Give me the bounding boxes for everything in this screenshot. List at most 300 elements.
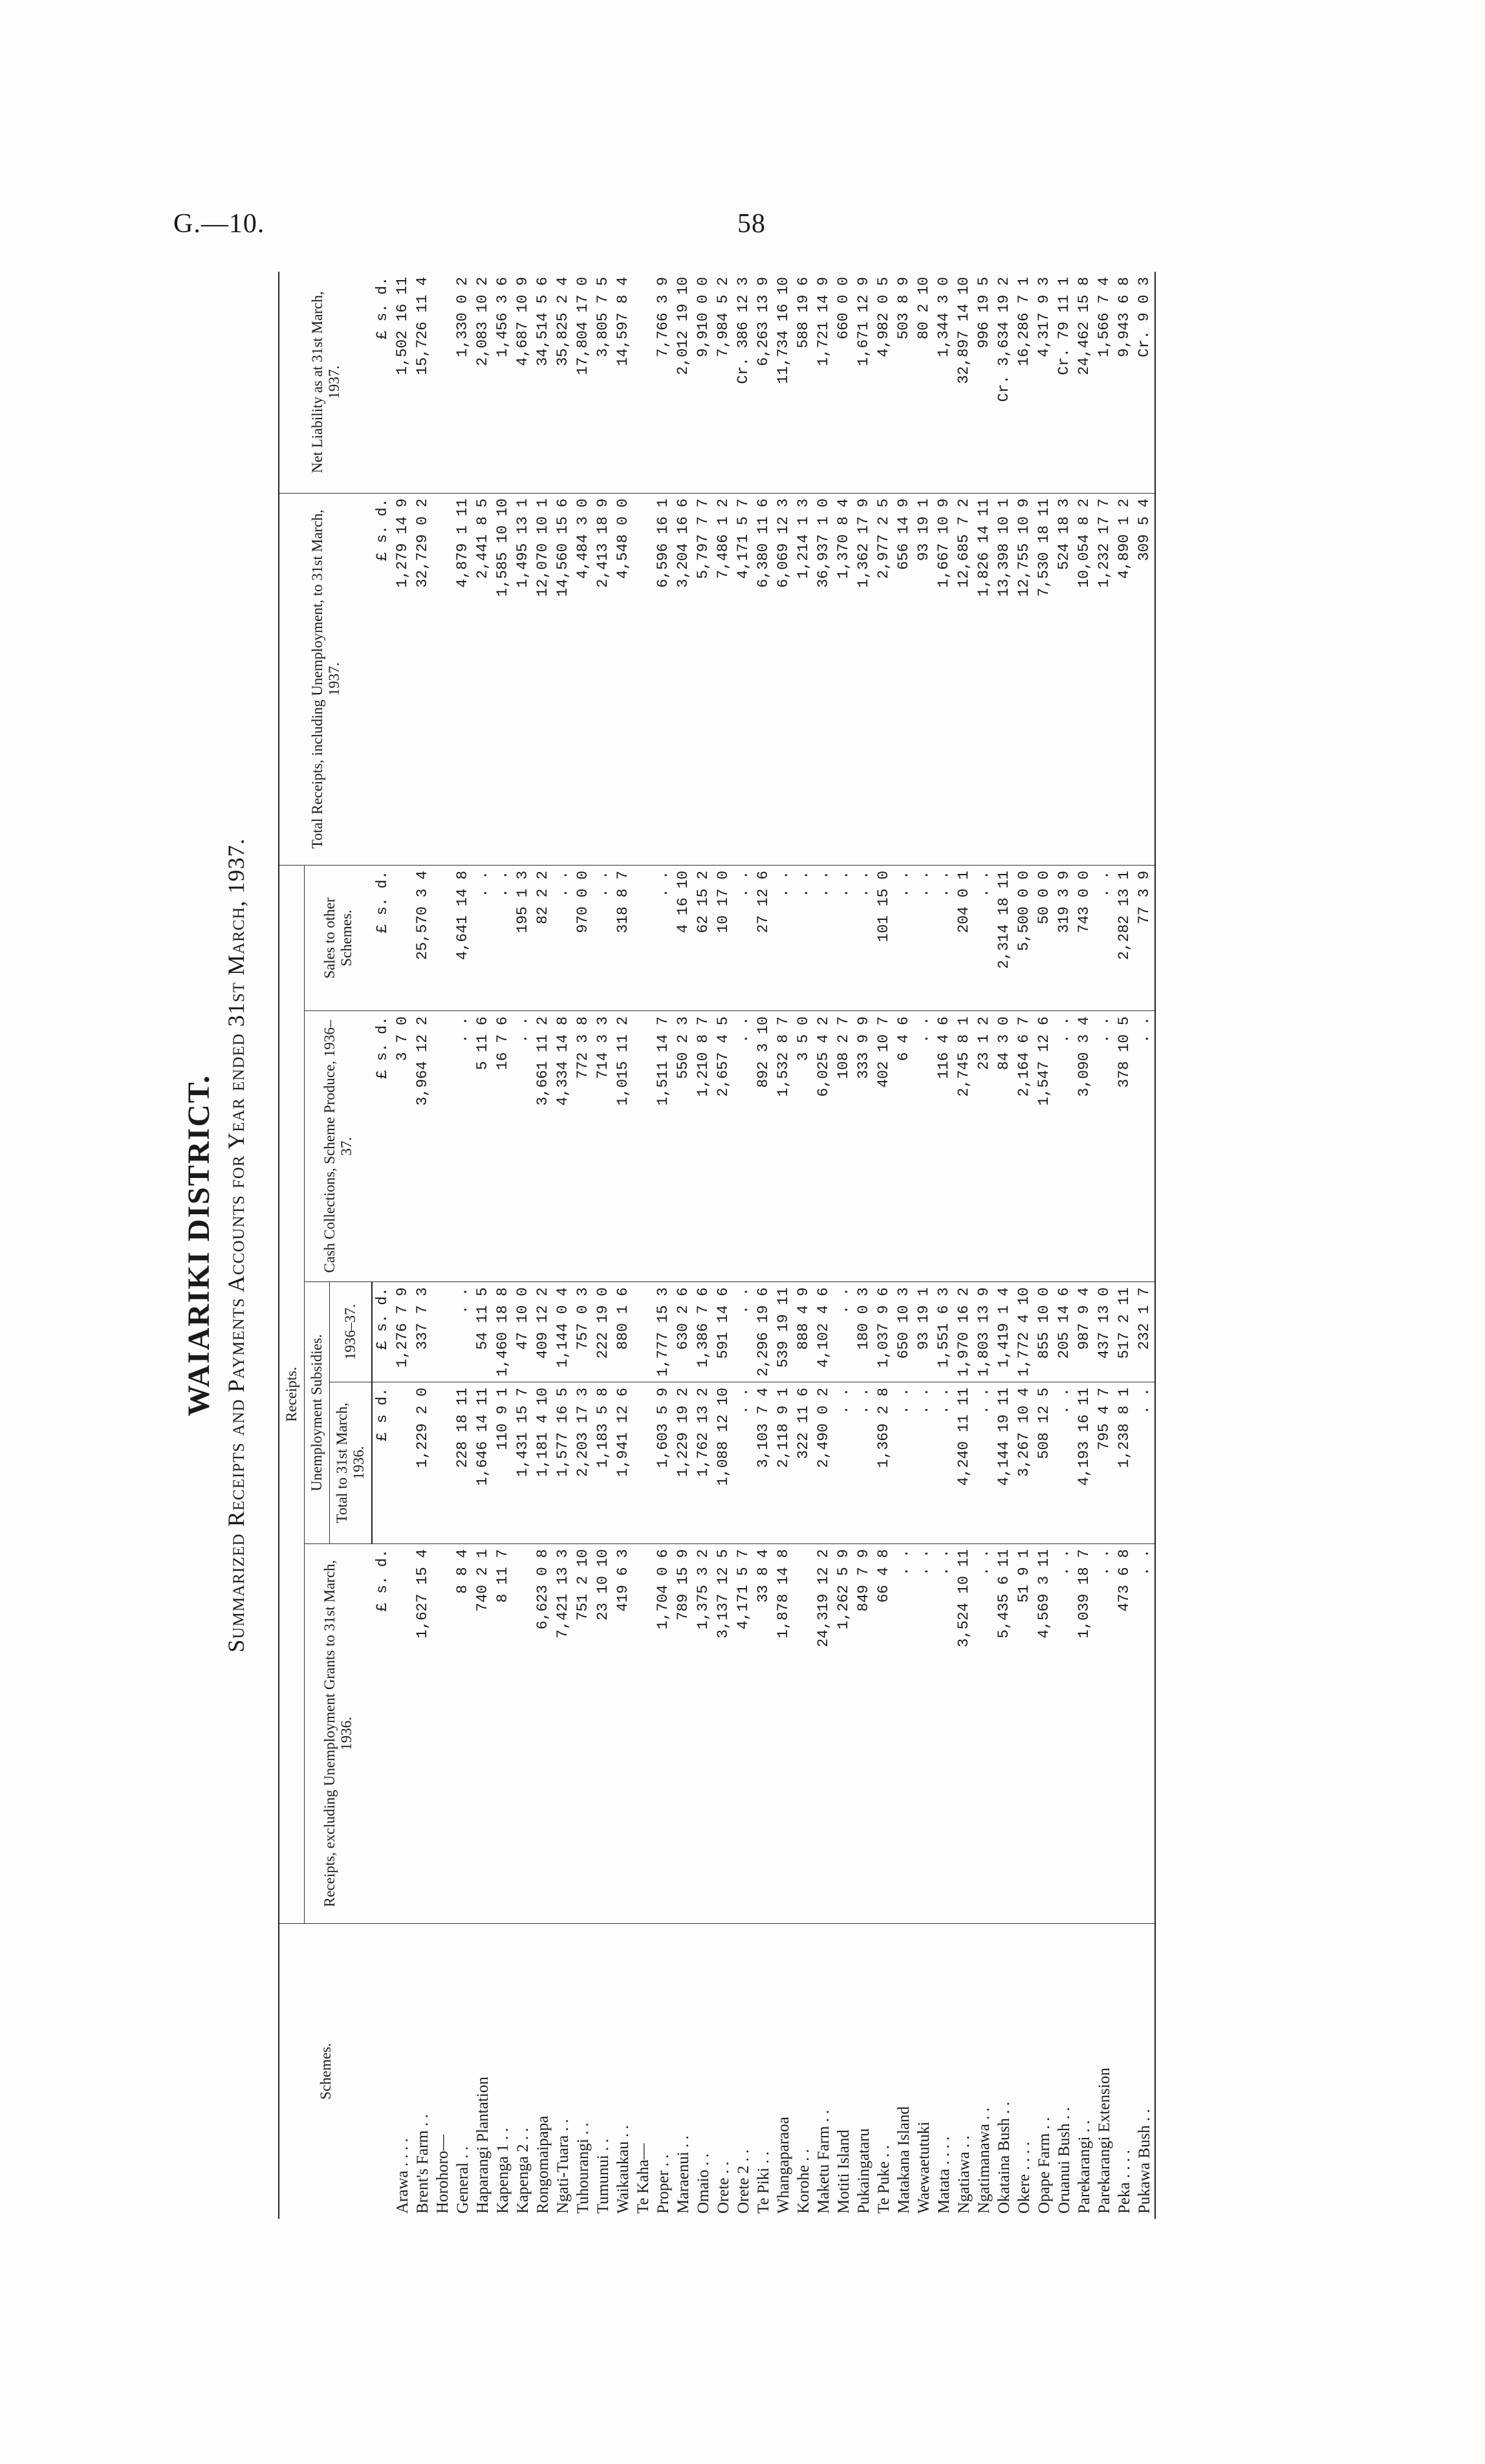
amount-cell: 2,490 0 2 bbox=[814, 1382, 834, 1544]
col-group-unemployment: Unemployment Subsidies. bbox=[305, 1282, 330, 1544]
amount-cell: Cr. 3,634 19 2 bbox=[994, 272, 1014, 493]
col-1936-37: 1936–37. bbox=[330, 1282, 373, 1382]
amount-cell: 660 0 0 bbox=[834, 272, 854, 493]
table-row bbox=[753, 272, 774, 2219]
amount-cell: 2,164 6 7 bbox=[1014, 1011, 1034, 1282]
table-row bbox=[1034, 272, 1054, 2219]
table-row bbox=[994, 272, 1014, 2219]
table-row bbox=[1094, 272, 1114, 2219]
amount-cell: 27 12 6 bbox=[753, 865, 774, 1010]
amount-cell: 4,982 0 5 bbox=[874, 272, 894, 493]
amount-cell: 3,524 10 11 bbox=[954, 1543, 974, 1923]
amount-cell bbox=[433, 1543, 453, 1923]
amount-cell: 4,687 10 9 bbox=[513, 272, 533, 493]
col-cash-collections: Cash Collections, Scheme Produce, 1936–37. bbox=[305, 1011, 373, 1282]
amount-cell: . . bbox=[894, 1543, 914, 1923]
amount-cell: 772 3 8 bbox=[573, 1011, 593, 1282]
scheme-name: Tuhourangi . . bbox=[574, 2122, 592, 2214]
scheme-name: Haparangi Plantation bbox=[474, 2077, 492, 2214]
amount-cell: 1,667 10 9 bbox=[934, 493, 954, 865]
amount-cell: 10,054 8 2 bbox=[1074, 493, 1094, 865]
amount-cell: 1,370 8 4 bbox=[834, 493, 854, 865]
amount-cell: 2,413 18 9 bbox=[593, 493, 613, 865]
amount-cell: 539 19 11 bbox=[774, 1282, 794, 1382]
table-row bbox=[1014, 272, 1034, 2219]
amount-cell: 4,193 16 11 bbox=[1074, 1382, 1094, 1544]
amount-cell: 108 2 7 bbox=[834, 1011, 854, 1282]
table-row bbox=[713, 272, 733, 2219]
amount-cell: 4,641 14 8 bbox=[453, 865, 473, 1010]
amount-cell: 319 3 9 bbox=[1054, 865, 1074, 1010]
table-row bbox=[894, 272, 914, 2219]
amount-cell: 6,263 13 9 bbox=[753, 272, 774, 493]
amount-cell: 51 9 1 bbox=[1014, 1543, 1034, 1923]
col-schemes: Schemes. bbox=[279, 1924, 372, 2219]
amount-cell: 1,627 15 4 bbox=[413, 1543, 433, 1923]
rotated-table-page bbox=[181, 272, 1281, 2219]
scheme-name: Ngati-Tuara . . bbox=[554, 2119, 572, 2214]
scheme-name: Peka . . . . bbox=[1116, 2150, 1133, 2214]
table-row bbox=[513, 272, 533, 2219]
table-row bbox=[733, 272, 753, 2219]
amount-cell: 550 2 3 bbox=[673, 1011, 693, 1282]
table-row bbox=[573, 272, 593, 2219]
amount-cell bbox=[633, 1282, 653, 1382]
amount-cell: . . bbox=[794, 865, 814, 1010]
amount-cell: 409 12 2 bbox=[533, 1282, 553, 1382]
amount-cell: 16 7 6 bbox=[493, 1011, 513, 1282]
amount-cell: Cr. 79 11 1 bbox=[1054, 272, 1074, 493]
amount-cell: 6,380 11 6 bbox=[753, 493, 774, 865]
amount-cell: 180 0 3 bbox=[854, 1282, 874, 1382]
amount-cell: 3,090 3 4 bbox=[1074, 1011, 1094, 1282]
scheme-name: Arawa . . . . bbox=[394, 2138, 411, 2214]
amount-cell: 15,726 11 4 bbox=[413, 272, 433, 493]
amount-cell: 524 18 3 bbox=[1054, 493, 1074, 865]
amount-cell: 4,548 0 0 bbox=[613, 493, 633, 865]
table-row bbox=[974, 272, 994, 2219]
amount-cell bbox=[633, 493, 653, 865]
amount-cell: 4,171 5 7 bbox=[733, 493, 753, 865]
amount-cell bbox=[633, 865, 653, 1010]
amount-cell: 1,183 5 8 bbox=[593, 1382, 613, 1544]
amount-cell: 1,941 12 6 bbox=[613, 1382, 633, 1544]
amount-cell: 309 5 4 bbox=[1134, 493, 1155, 865]
amount-cell: . . bbox=[593, 865, 613, 1010]
amount-cell bbox=[633, 1011, 653, 1282]
amount-cell: . . bbox=[1134, 1382, 1155, 1544]
receipts-table bbox=[278, 272, 1156, 2219]
amount-cell: 5,500 0 0 bbox=[1014, 865, 1034, 1010]
amount-cell: 2,441 8 5 bbox=[473, 493, 493, 865]
table-row bbox=[433, 272, 453, 2219]
amount-cell: . . bbox=[854, 865, 874, 1010]
amount-cell: . . bbox=[453, 1011, 473, 1282]
amount-cell: 54 11 5 bbox=[473, 1282, 493, 1382]
scheme-name: Orete 2 . . bbox=[735, 2149, 752, 2214]
amount-cell: 17,804 17 0 bbox=[573, 272, 593, 493]
amount-cell: 116 4 6 bbox=[934, 1011, 954, 1282]
amount-cell: 2,083 10 2 bbox=[473, 272, 493, 493]
amount-cell: 1,210 8 7 bbox=[693, 1011, 713, 1282]
scheme-name: Ngatiawa . . bbox=[955, 2135, 973, 2214]
amount-cell: 1,144 0 4 bbox=[553, 1282, 573, 1382]
unit-cell: £ s. d. bbox=[372, 493, 393, 865]
amount-cell: 12,755 10 9 bbox=[1014, 493, 1034, 865]
amount-cell: 508 12 5 bbox=[1034, 1382, 1054, 1544]
amount-cell: 1,181 4 10 bbox=[533, 1382, 553, 1544]
scheme-name: Proper . . bbox=[655, 2154, 672, 2214]
table-row bbox=[1114, 272, 1134, 2219]
scheme-name: Oruanui Bush . . bbox=[1056, 2107, 1073, 2214]
table-row bbox=[453, 272, 473, 2219]
amount-cell: 3,137 12 5 bbox=[713, 1543, 733, 1923]
amount-cell: . . bbox=[473, 865, 493, 1010]
amount-cell: 970 0 0 bbox=[573, 865, 593, 1010]
table-row bbox=[1054, 272, 1074, 2219]
amount-cell: . . bbox=[1094, 865, 1114, 1010]
table-row bbox=[613, 272, 633, 2219]
unit-cell: £ s. d. bbox=[372, 272, 393, 493]
amount-cell: 473 6 8 bbox=[1114, 1543, 1134, 1923]
scheme-name: Matakana Island bbox=[895, 2106, 913, 2214]
amount-cell: 656 14 9 bbox=[894, 493, 914, 865]
amount-cell: 1,276 7 9 bbox=[393, 1282, 413, 1382]
amount-cell: . . bbox=[894, 865, 914, 1010]
amount-cell: 25,570 3 4 bbox=[413, 865, 433, 1010]
amount-cell: 3,964 12 2 bbox=[413, 1011, 433, 1282]
scheme-name: Matata . . . . bbox=[935, 2136, 953, 2214]
amount-cell: 23 1 2 bbox=[974, 1011, 994, 1282]
amount-cell: 1,362 17 9 bbox=[854, 493, 874, 865]
amount-cell bbox=[794, 1543, 814, 1923]
amount-cell: 1,551 6 3 bbox=[934, 1282, 954, 1382]
amount-cell bbox=[393, 1543, 413, 1923]
amount-cell: 47 10 0 bbox=[513, 1282, 533, 1382]
amount-cell: . . bbox=[1094, 1011, 1114, 1282]
amount-cell: 318 8 7 bbox=[613, 865, 633, 1010]
amount-cell: 2,657 4 5 bbox=[713, 1011, 733, 1282]
amount-cell: 3,267 10 4 bbox=[1014, 1382, 1034, 1544]
amount-cell: 9,910 0 0 bbox=[693, 272, 713, 493]
amount-cell: 101 15 0 bbox=[874, 865, 894, 1010]
amount-cell: 77 3 9 bbox=[1134, 865, 1155, 1010]
table-row bbox=[533, 272, 553, 2219]
col-receipts-excluding: Receipts, excluding Unemployment Grants to 31st March, 1936. bbox=[305, 1543, 373, 1923]
amount-cell bbox=[433, 493, 453, 865]
amount-cell bbox=[393, 1382, 413, 1544]
amount-cell: 204 0 1 bbox=[954, 865, 974, 1010]
amount-cell: 4,144 19 11 bbox=[994, 1382, 1014, 1544]
amount-cell: 2,118 9 1 bbox=[774, 1382, 794, 1544]
amount-cell bbox=[433, 1382, 453, 1544]
amount-cell: . . bbox=[914, 1011, 934, 1282]
amount-cell: 205 14 6 bbox=[1054, 1282, 1074, 1382]
amount-cell: . . bbox=[914, 1543, 934, 1923]
amount-cell bbox=[433, 865, 453, 1010]
table-row bbox=[874, 272, 894, 2219]
amount-cell: 1,532 8 7 bbox=[774, 1011, 794, 1282]
amount-cell: 1,330 0 2 bbox=[453, 272, 473, 493]
amount-cell: . . bbox=[1054, 1543, 1074, 1923]
amount-cell: 1,037 9 6 bbox=[874, 1282, 894, 1382]
amount-cell: 1,375 3 2 bbox=[693, 1543, 713, 1923]
amount-cell: 6 4 6 bbox=[894, 1011, 914, 1282]
amount-cell: 1,772 4 10 bbox=[1014, 1282, 1034, 1382]
amount-cell: Cr. 386 12 3 bbox=[733, 272, 753, 493]
col-net-liability: Net Liability as at 31st March, 1937. bbox=[279, 272, 372, 493]
table-body bbox=[372, 272, 1155, 2219]
amount-cell: . . bbox=[934, 865, 954, 1010]
amount-cell: 228 18 11 bbox=[453, 1382, 473, 1544]
amount-cell: 13,398 10 1 bbox=[994, 493, 1014, 865]
amount-cell: 11,734 16 10 bbox=[774, 272, 794, 493]
amount-cell bbox=[433, 1282, 453, 1382]
table-row bbox=[814, 272, 834, 2219]
amount-cell: 1,419 1 4 bbox=[994, 1282, 1014, 1382]
amount-cell: 1,762 13 2 bbox=[693, 1382, 713, 1544]
scheme-name: Pukawa Bush . . bbox=[1134, 1924, 1155, 2219]
amount-cell: 5,797 7 7 bbox=[693, 493, 713, 865]
amount-cell: 1,878 14 8 bbox=[774, 1543, 794, 1923]
amount-cell: . . bbox=[553, 865, 573, 1010]
table-row bbox=[794, 272, 814, 2219]
amount-cell: 12,685 7 2 bbox=[954, 493, 974, 865]
table-row bbox=[934, 272, 954, 2219]
amount-cell: 1,431 15 7 bbox=[513, 1382, 533, 1544]
amount-cell: 7,984 5 2 bbox=[713, 272, 733, 493]
table-row bbox=[553, 272, 573, 2219]
scheme-name: Maraenui . . bbox=[675, 2135, 692, 2214]
amount-cell: 4,317 9 3 bbox=[1034, 272, 1054, 493]
amount-cell: . . bbox=[774, 865, 794, 1010]
amount-cell: 34,514 5 6 bbox=[533, 272, 553, 493]
amount-cell: . . bbox=[894, 1382, 914, 1544]
amount-cell: 2,296 19 6 bbox=[753, 1282, 774, 1382]
amount-cell: 1,970 16 2 bbox=[954, 1282, 974, 1382]
table-row bbox=[1074, 272, 1094, 2219]
amount-cell: 743 0 0 bbox=[1074, 865, 1094, 1010]
amount-cell: 2,282 13 1 bbox=[1114, 865, 1134, 1010]
amount-cell: 1,671 12 9 bbox=[854, 272, 874, 493]
amount-cell: . . bbox=[934, 1543, 954, 1923]
amount-cell: . . bbox=[934, 1382, 954, 1544]
amount-cell: 333 9 9 bbox=[854, 1011, 874, 1282]
amount-cell: 4,171 5 7 bbox=[733, 1543, 753, 1923]
amount-cell: 2,745 8 1 bbox=[954, 1011, 974, 1282]
table-row bbox=[653, 272, 673, 2219]
amount-cell: 3,805 7 5 bbox=[593, 272, 613, 493]
page-number: 58 bbox=[737, 209, 766, 239]
amount-cell: . . bbox=[974, 1382, 994, 1544]
amount-cell: 1,039 18 7 bbox=[1074, 1543, 1094, 1923]
amount-cell: 1,015 11 2 bbox=[613, 1011, 633, 1282]
amount-cell: 849 7 9 bbox=[854, 1543, 874, 1923]
amount-cell: 7,421 13 3 bbox=[553, 1543, 573, 1923]
amount-cell: 80 2 10 bbox=[914, 272, 934, 493]
amount-cell: 1,803 13 9 bbox=[974, 1282, 994, 1382]
amount-cell: 4,102 4 6 bbox=[814, 1282, 834, 1382]
amount-cell: 8 11 7 bbox=[493, 1543, 513, 1923]
amount-cell: 4,240 11 11 bbox=[954, 1382, 974, 1544]
table-row bbox=[914, 272, 934, 2219]
amount-cell: 32,897 14 10 bbox=[954, 272, 974, 493]
amount-cell: 1,603 5 9 bbox=[653, 1382, 673, 1544]
col-total-to-1936: Total to 31st March, 1936. bbox=[330, 1382, 373, 1544]
amount-cell: 892 3 10 bbox=[753, 1011, 774, 1282]
table-row bbox=[693, 272, 713, 2219]
scheme-name: Omaio . . bbox=[695, 2153, 712, 2214]
amount-cell: . . bbox=[814, 865, 834, 1010]
scheme-name: Kapenga 2 . . bbox=[514, 2128, 532, 2214]
unit-cell: £ s. d. bbox=[372, 1543, 393, 1923]
amount-cell: 437 13 0 bbox=[1094, 1282, 1114, 1382]
table-row bbox=[834, 272, 854, 2219]
amount-cell: 402 10 7 bbox=[874, 1011, 894, 1282]
amount-cell: . . bbox=[1134, 1011, 1155, 1282]
scheme-name: Pukaingataru bbox=[855, 2128, 873, 2214]
amount-cell: 110 9 1 bbox=[493, 1382, 513, 1544]
amount-cell: 62 15 2 bbox=[693, 865, 713, 1010]
amount-cell: 1,502 16 11 bbox=[393, 272, 413, 493]
amount-cell: 1,386 7 6 bbox=[693, 1282, 713, 1382]
amount-cell: 33 8 4 bbox=[753, 1543, 774, 1923]
amount-cell: 1,585 10 10 bbox=[493, 493, 513, 865]
amount-cell: 4,484 3 0 bbox=[573, 493, 593, 865]
amount-cell: . . bbox=[834, 1282, 854, 1382]
amount-cell: 7,530 18 11 bbox=[1034, 493, 1054, 865]
scheme-name: Ngatimanawa . . bbox=[975, 2108, 993, 2214]
amount-cell: . . bbox=[914, 865, 934, 1010]
table-row bbox=[1134, 272, 1155, 2219]
scheme-name: Parekarangi Extension bbox=[1096, 2067, 1113, 2214]
amount-cell: 1,646 14 11 bbox=[473, 1382, 493, 1544]
scheme-name: Orete . . bbox=[715, 2161, 732, 2214]
amount-cell: 714 3 3 bbox=[593, 1011, 613, 1282]
amount-cell: 1,495 13 1 bbox=[513, 493, 533, 865]
amount-cell: 6,596 16 1 bbox=[653, 493, 673, 865]
table-row bbox=[774, 272, 794, 2219]
table-row bbox=[593, 272, 613, 2219]
amount-cell: Cr. 9 0 3 bbox=[1134, 272, 1155, 493]
amount-cell: 1,547 12 6 bbox=[1034, 1011, 1054, 1282]
amount-cell: 24,319 12 2 bbox=[814, 1543, 834, 1923]
amount-cell: . . bbox=[453, 1282, 473, 1382]
amount-cell: 2,314 18 11 bbox=[994, 865, 1014, 1010]
table-row bbox=[954, 272, 974, 2219]
amount-cell: 7,486 1 2 bbox=[713, 493, 733, 865]
amount-cell: 789 15 9 bbox=[673, 1543, 693, 1923]
amount-cell: 795 4 7 bbox=[1094, 1382, 1114, 1544]
amount-cell: 1,460 18 8 bbox=[493, 1282, 513, 1382]
scheme-name: Brent's Farm . . bbox=[414, 2114, 431, 2214]
amount-cell: 1,214 1 3 bbox=[794, 493, 814, 865]
amount-cell: 93 19 1 bbox=[914, 493, 934, 865]
amount-cell: 36,937 1 0 bbox=[814, 493, 834, 865]
amount-cell: 7,766 3 9 bbox=[653, 272, 673, 493]
amount-cell bbox=[633, 1382, 653, 1544]
scheme-name: Horohoro— bbox=[434, 2134, 451, 2214]
amount-cell: 630 2 6 bbox=[673, 1282, 693, 1382]
scheme-name: General . . bbox=[454, 2146, 472, 2214]
amount-cell: . . bbox=[834, 1382, 854, 1544]
amount-cell: 740 2 1 bbox=[473, 1543, 493, 1923]
scheme-name: Rongomaipapa bbox=[534, 2115, 552, 2214]
table-row bbox=[493, 272, 513, 2219]
amount-cell: 1,262 5 9 bbox=[834, 1543, 854, 1923]
amount-cell: . . bbox=[1054, 1011, 1074, 1282]
amount-cell: . . bbox=[1054, 1382, 1074, 1544]
amount-cell: 378 10 5 bbox=[1114, 1011, 1134, 1282]
amount-cell: 9,943 6 8 bbox=[1114, 272, 1134, 493]
scheme-name: Opape Farm . . bbox=[1035, 2117, 1053, 2214]
amount-cell: 855 10 0 bbox=[1034, 1282, 1054, 1382]
amount-cell: . . bbox=[1094, 1543, 1114, 1923]
table-row bbox=[854, 272, 874, 2219]
amount-cell: 93 19 1 bbox=[914, 1282, 934, 1382]
unit-row bbox=[372, 272, 393, 2219]
amount-cell: 751 2 10 bbox=[573, 1543, 593, 1923]
amount-cell: 322 11 6 bbox=[794, 1382, 814, 1544]
unit-cell: £ s d. bbox=[372, 1382, 393, 1544]
amount-cell: 32,729 0 2 bbox=[413, 493, 433, 865]
amount-cell: 24,462 15 8 bbox=[1074, 272, 1094, 493]
amount-cell: 1,704 0 6 bbox=[653, 1543, 673, 1923]
table-row bbox=[673, 272, 693, 2219]
amount-cell: 888 4 9 bbox=[794, 1282, 814, 1382]
amount-cell: 23 10 10 bbox=[593, 1543, 613, 1923]
amount-cell: 4,334 14 8 bbox=[553, 1011, 573, 1282]
amount-cell: . . bbox=[733, 1282, 753, 1382]
amount-cell: 16,286 7 1 bbox=[1014, 272, 1034, 493]
amount-cell: 996 19 5 bbox=[974, 272, 994, 493]
amount-cell: 4 16 10 bbox=[673, 865, 693, 1010]
scheme-name: Whangaparaoa bbox=[775, 2117, 792, 2214]
amount-cell: 591 14 6 bbox=[713, 1282, 733, 1382]
table-row bbox=[633, 272, 653, 2219]
amount-cell: . . bbox=[854, 1382, 874, 1544]
scheme-name: Tumunui . . bbox=[594, 2139, 612, 2214]
amount-cell: . . bbox=[653, 865, 673, 1010]
amount-cell: 6,623 0 8 bbox=[533, 1543, 553, 1923]
district-title: WAIARIKI DISTRICT. bbox=[182, 1074, 216, 1417]
amount-cell: 82 2 2 bbox=[533, 865, 553, 1010]
amount-cell bbox=[393, 865, 413, 1010]
scheme-name: Okere . . . . bbox=[1015, 2141, 1033, 2214]
amount-cell: . . bbox=[1134, 1543, 1155, 1923]
amount-cell: 517 2 11 bbox=[1114, 1282, 1134, 1382]
amount-cell: 1,088 12 10 bbox=[713, 1382, 733, 1544]
amount-cell: 337 7 3 bbox=[413, 1282, 433, 1382]
table-row bbox=[473, 272, 493, 2219]
unit-cell: £ s. d. bbox=[372, 1282, 393, 1382]
amount-cell bbox=[433, 272, 453, 493]
table-row bbox=[413, 272, 433, 2219]
amount-cell: 1,229 19 2 bbox=[673, 1382, 693, 1544]
amount-cell: . . bbox=[493, 865, 513, 1010]
amount-cell: 3 5 0 bbox=[794, 1011, 814, 1282]
amount-cell: 66 4 8 bbox=[874, 1543, 894, 1923]
amount-cell: 3,204 16 6 bbox=[673, 493, 693, 865]
amount-cell: 419 6 3 bbox=[613, 1543, 633, 1923]
unit-label-blank bbox=[372, 1924, 393, 2219]
amount-cell: 4,569 3 11 bbox=[1034, 1543, 1054, 1923]
amount-cell: . . bbox=[974, 865, 994, 1010]
amount-cell: 195 1 3 bbox=[513, 865, 533, 1010]
col-group-receipts: Receipts. bbox=[279, 865, 305, 1923]
amount-cell: 5 11 6 bbox=[473, 1011, 493, 1282]
amount-cell: 3,661 11 2 bbox=[533, 1011, 553, 1282]
